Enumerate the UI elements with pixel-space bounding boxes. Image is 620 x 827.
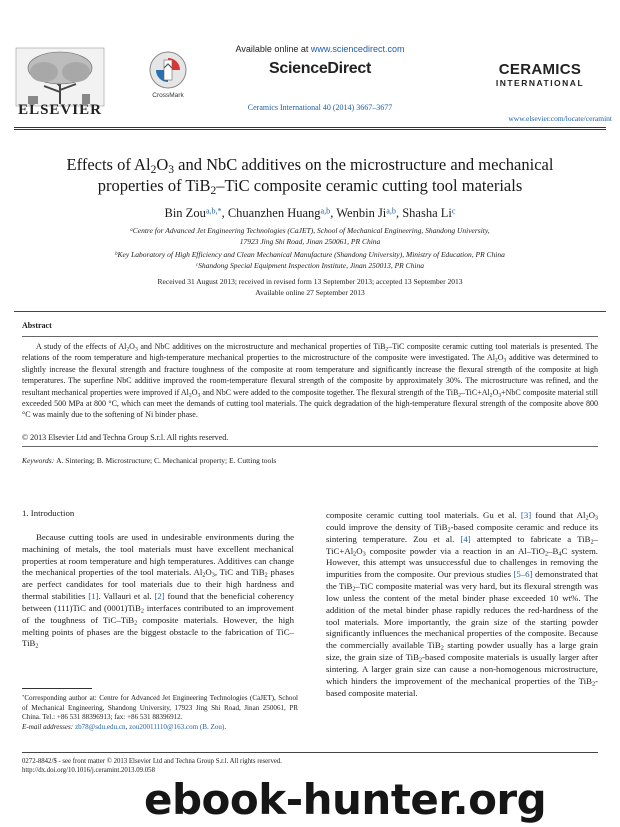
keywords-line	[22, 456, 598, 465]
affiliation-c: $^c$Shandong Special Equipment Inspection Institute, Jinan 250013, PR China	[196, 261, 424, 270]
keywords-text: A. Sintering; B. Microstructure; C. Mechanical property; E. Cutting tools	[56, 456, 277, 465]
affiliation-a: $^a$Centre for Advanced Jet Engineering Technologies (CaJET), School of Mechanical Engineering, Shandong University, 17923 Jing Shi Road, Jinan 250061, PR China	[130, 226, 490, 246]
journal-title: CERAMICS	[498, 61, 582, 78]
email-link[interactable]: zou20011110@163.com (B. Zou)	[129, 722, 225, 731]
journal-subtitle: INTERNATIONAL	[495, 78, 585, 88]
intro-paragraph-continued: composite ceramic cutting tool materials. Gu et al. [3] found that $Al_2O_3$ could improve the density of TiB$_2$-based composite ceramic and reduce its sintering temperature. Zou et al. [4] attempted to fabricate a $TiB_2-TiC+Al_2O_3$ composite powder via a reaction in an $Al-TiO_2-B_4C$ system. However, this attempt was unsuccessful due to challenges in removing the impurities from the composite. Our previous studies [5–6] demonstrated that the TiB$_2$–TiC composite material was very hard, but its flexural strength was low unless the content of the metal binder phase exceeded 10 wt%. The addition of the metal binder phase rapidly reduces the red-hardness of the tool materials. More importantly, the grain size of the starting powder significantly influences the mechanical properties of the composite. Because the commercially available TiB$_2$ starting powder usually has a large grain size, the grain size of TiB$_2$-based composite materials is usually larger after sintering. A larger grain size can cause a non-homogenous microstructure, which hinders the improvement of the mechanical properties of the TiB$_2$-based composite material.	[326, 510, 599, 698]
sciencedirect-wordmark: ScienceDirect	[269, 60, 371, 77]
author-affil-link[interactable]: a,b	[386, 206, 396, 216]
footer-rule	[22, 752, 598, 753]
available-prefix: Available online at	[235, 44, 311, 54]
crossmark-label: CrossMark	[152, 92, 184, 99]
watermark-text: ebook-hunter.org	[144, 775, 547, 824]
citation-link[interactable]: [3]	[520, 510, 532, 520]
journal-logo	[472, 62, 608, 88]
citation-link[interactable]: [5–6]	[513, 569, 533, 580]
abstract-text: A study of the effects of $Al_2O_3$ and NbC additives on the microstructure and mechanical properties of TiB$_2$–TiC composite ceramic cutting tool materials is presented. The relations of the room temperature and high-temperature mechanical properties to the microstructure of the composite were investigated. The $Al_2O_3$ additive was determined to slightly increase the flexural strength and fracture toughness of the composite at room temperature and significantly increase the flexural strength of the composite at high temperatures. The superfine NbC additive improved the room-temperature flexural strength of the composite by approximately 30%. The microstructure was refined, and the resultant mechanical properties were improved if $Al_2O_3$ and NbC were added to the composite together. The flexural strength of the $TiB_2-TiC+Al_2O_3+NbC$ composite material still exceeded 500 MPa at 800 °C, which can meet the demands of cutting tool materials. The quick degradation of the high-temperature flexural strength of the composite above 800 °C was mainly due to the softening of Ni binder phase.	[22, 342, 598, 420]
journal-url-link[interactable]: www.elsevier.com/locate/ceramint	[508, 114, 612, 123]
intro-paragraph: Because cutting tools are used in undesirable environments during the machining of metals, the tool materials must have excellent mechanical properties at room temperature and high temperatures. Additives can change the mechanical properties of the tool materials. $Al_2O_3$, TiC and TiB$_2$ phases are perfect candidates for tool materials due to their high hardness and thermal stabilities [1]. Vallauri et al. [2] found that the beneficial coherency between (111)TiC and (0001)TiB$_2$ interfaces contributed to an improvement of the toughness of TiC–TiB$_2$ composite materials. However, the high melting points of phases are the biggest obstacle to the fabrication of TiC–TiB$_2$	[22, 531, 295, 650]
author-list: Bin Zou$^{a,b,*}$, Chuanzhen Huang$^{a,b}$, Wenbin Ji$^{a,b}$, Shasha Li$^c$	[164, 206, 456, 220]
footnote-rule	[22, 688, 92, 689]
citation-link[interactable]: [2]	[154, 591, 165, 602]
email-label: E-mail addresses:	[22, 722, 75, 731]
body-column-left	[22, 508, 294, 650]
publisher-name: ELSEVIER	[18, 102, 102, 118]
keywords-rule	[22, 446, 598, 447]
author-affil-link[interactable]: a,b,*	[205, 206, 222, 216]
author-name: Wenbin Ji	[336, 206, 387, 220]
author-affil-link[interactable]: c	[451, 206, 456, 216]
abstract-heading: Abstract	[22, 321, 52, 330]
journal-header	[0, 0, 620, 140]
corresponding-author-footnote: *Corresponding author at: Centre for Advanced Jet Engineering Technologies (CaJET), School of Mechanical Engineering, Shandong University, 17923 Jing Shi Road, Jinan 250061, PR China. Tel.: +86 531 88396913; fax: +86 531 88396912. E-mail addresses: zb78@sdu.edu.cn, zou20011110@163.com (B. Zou).	[22, 693, 298, 731]
section-heading: 1. Introduction	[22, 508, 75, 518]
abstract-copyright: © 2013 Elsevier Ltd and Techna Group S.r.l. All rights reserved.	[22, 433, 229, 442]
author-affil-link[interactable]: a,b	[320, 206, 331, 216]
front-matter-line: 0272-8842/$ - see front matter © 2013 Elsevier Ltd and Techna Group S.r.l. All rights reserved.	[22, 758, 282, 765]
header-rule	[14, 127, 606, 128]
header-rule-thin	[14, 129, 606, 130]
page-footer	[22, 757, 442, 775]
sciencedirect-link[interactable]: www.sciencedirect.com	[310, 44, 405, 54]
keywords-label: Keywords:	[22, 456, 55, 465]
crossmark-icon[interactable]	[148, 50, 188, 90]
email-link[interactable]: zb78@sdu.edu.cn	[74, 722, 126, 731]
abstract-rule	[22, 336, 598, 337]
citation-link[interactable]: [1]	[88, 591, 99, 602]
availability-line	[210, 44, 430, 54]
elsevier-tree-logo	[14, 46, 106, 110]
article-dates: Received 31 August 2013; received in revised form 13 September 2013; accepted 13 September 2013 Available online 27 September 2013	[157, 277, 463, 297]
affiliation-b: $^b$Key Laboratory of High Efficiency and Clean Mechanical Manufacture (Shandong University), Ministry of Education, PR China	[115, 250, 505, 259]
doi-link[interactable]: http://dx.doi.org/10.1016/j.ceramint.2013.09.058	[22, 767, 155, 774]
citation-link[interactable]: [4]	[460, 533, 471, 544]
author-name: Shasha Li	[402, 206, 452, 220]
author-name: Chuanzhen Huang	[227, 206, 321, 220]
abstract-top-rule	[14, 311, 606, 312]
body-column-right	[326, 510, 598, 700]
author-name: Bin Zou	[164, 206, 206, 220]
journal-reference[interactable]: Ceramics International 40 (2014) 3667–3677	[247, 103, 393, 112]
article-title: Effects of $Al_2O_3$ and NbC additives on the microstructure and mechanical properties of TiB$_2$–TiC composite ceramic cutting tool materials	[66, 155, 554, 197]
